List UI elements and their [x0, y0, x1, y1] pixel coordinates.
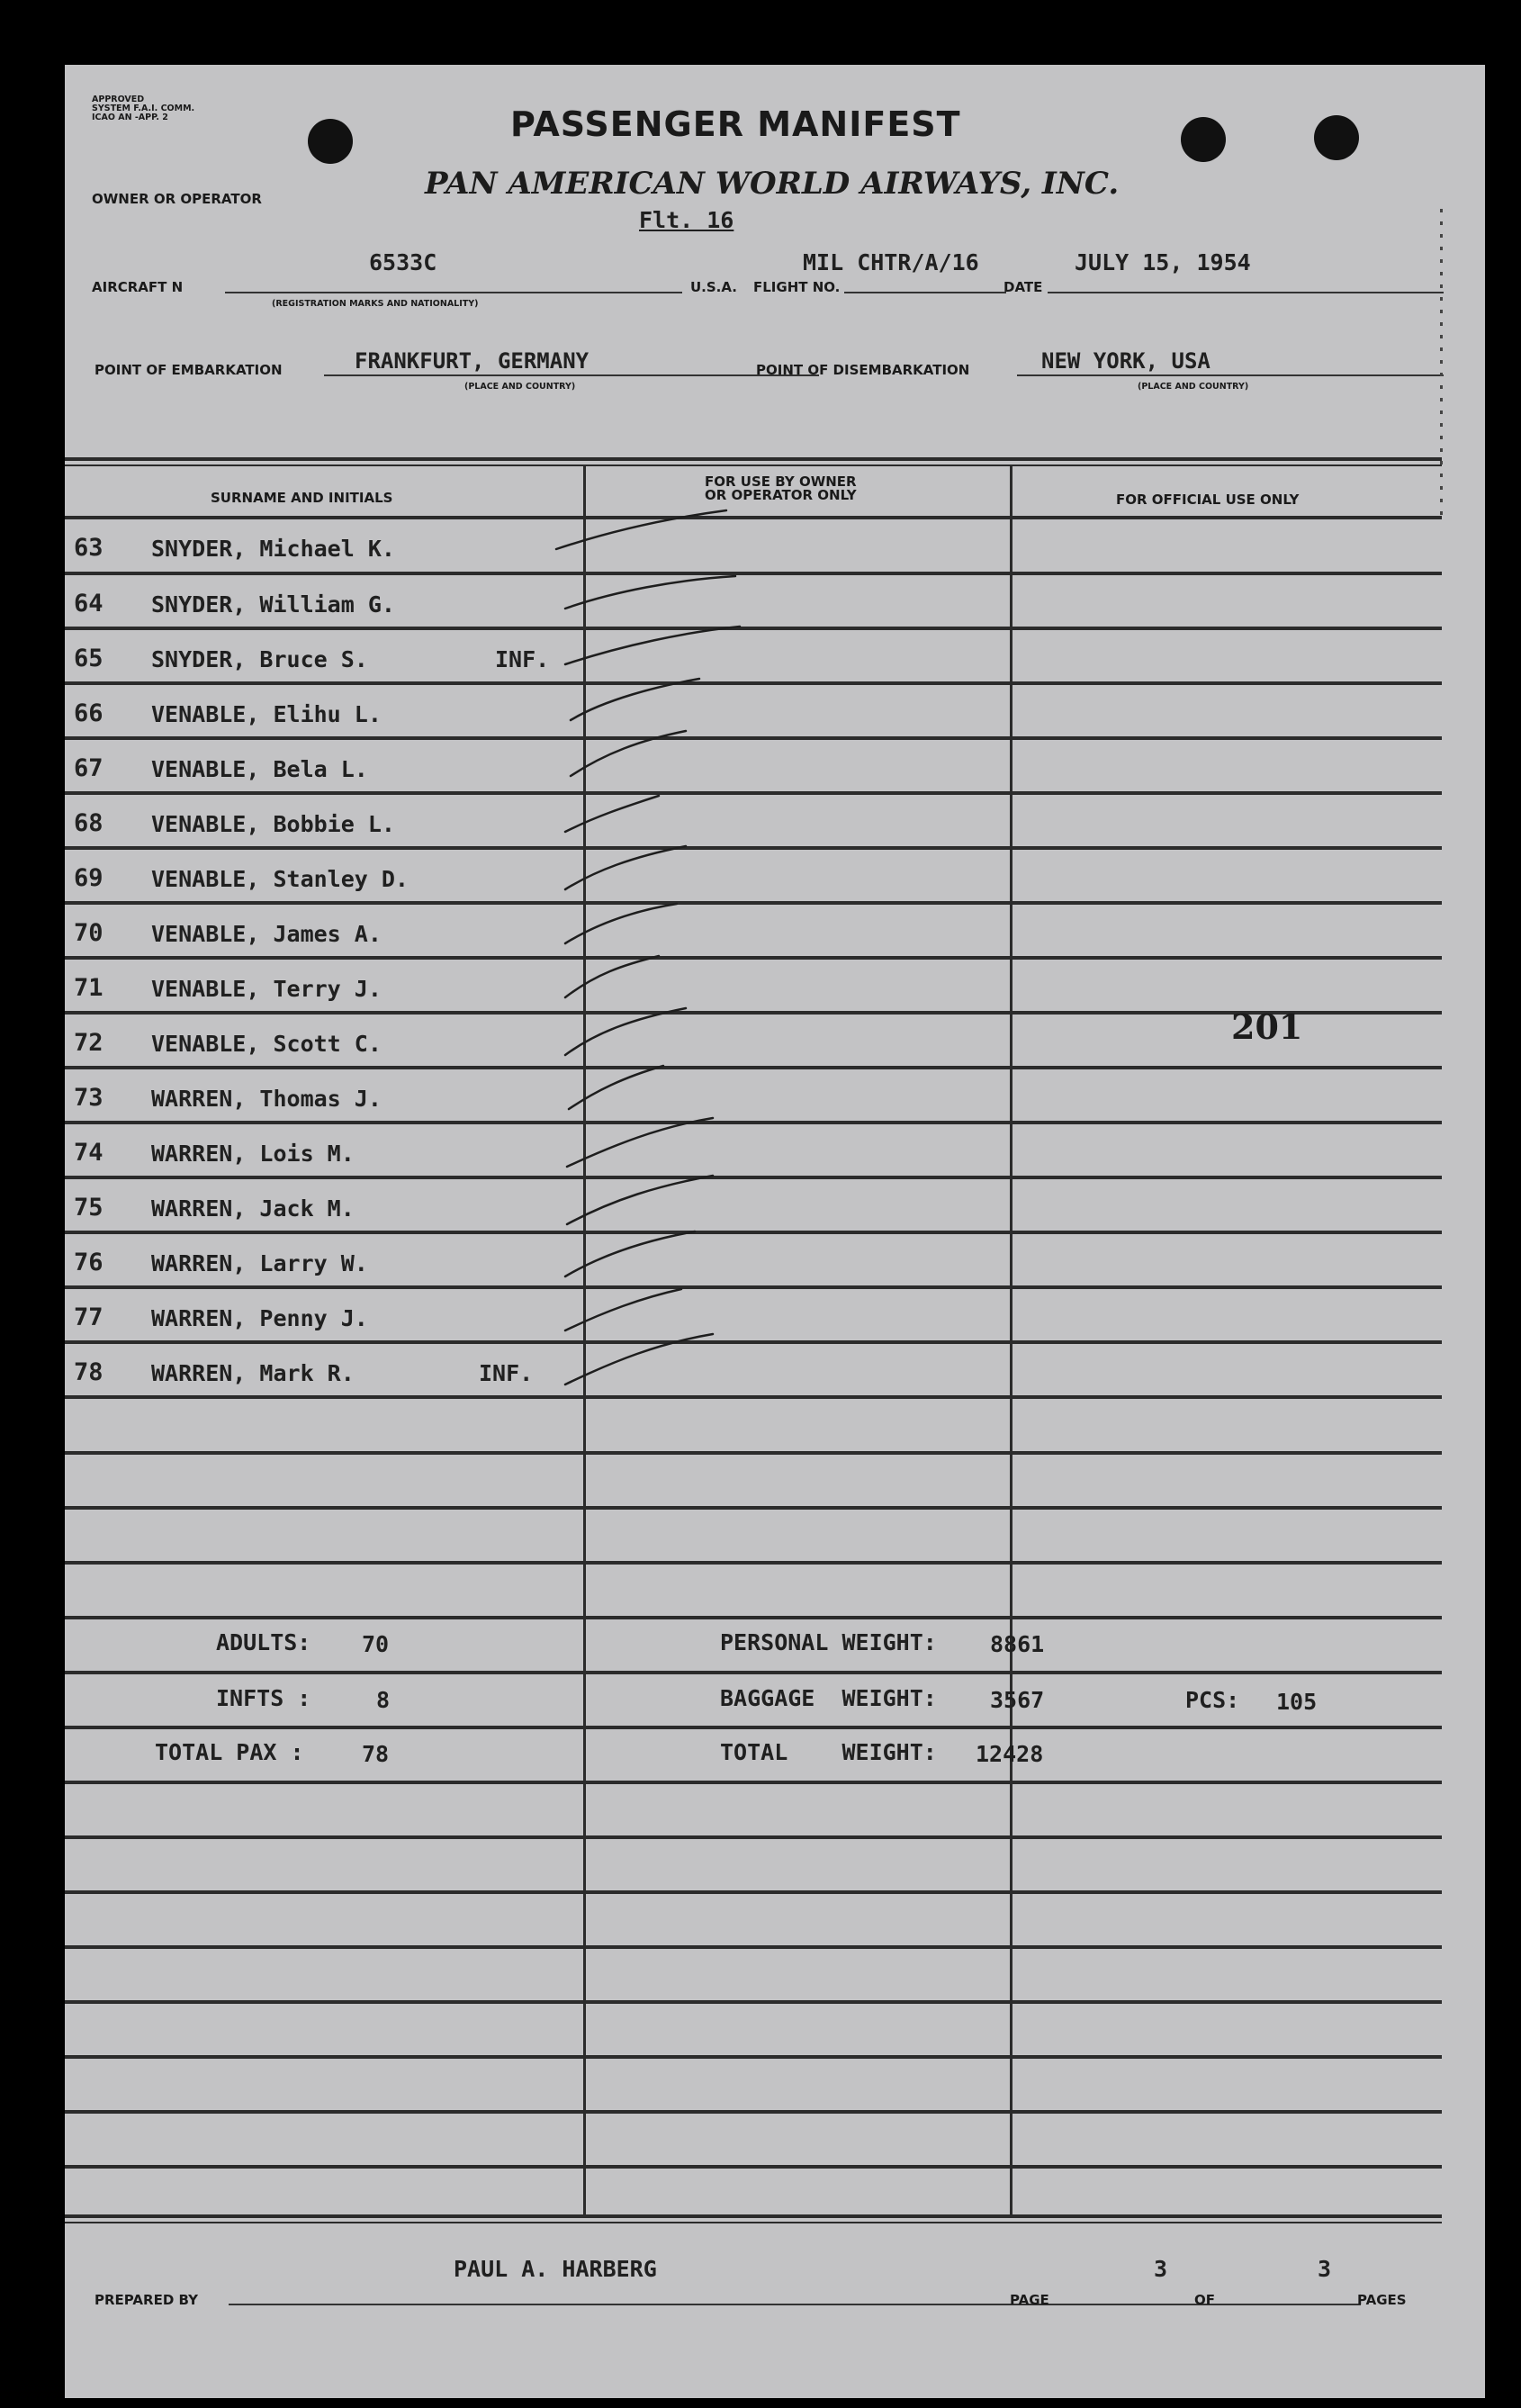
disembark-value: NEW YORK, USA [1041, 348, 1210, 374]
passenger-name: WARREN, Larry W. [151, 1250, 368, 1276]
row-number: 69 [74, 864, 104, 892]
baggage-weight-value: 3567 [990, 1687, 1045, 1713]
passenger-name: VENABLE, Bela L. [151, 756, 368, 782]
personal-weight-label: PERSONAL WEIGHT: [720, 1629, 937, 1655]
row-number: 76 [74, 1249, 104, 1276]
row-rule [65, 1835, 1442, 1839]
row-rule [65, 1890, 1442, 1894]
adults-value: 70 [362, 1631, 390, 1657]
row-number: 67 [74, 754, 104, 782]
aircraft-label: AIRCRAFT N [92, 279, 184, 295]
pcs-value: 105 [1276, 1689, 1318, 1715]
total-pax-value: 78 [362, 1741, 390, 1767]
approval-line: SYSTEM F.A.I. COMM. [92, 104, 195, 113]
date-label: DATE [1004, 279, 1043, 295]
row-number: 77 [74, 1303, 104, 1331]
row-number: 64 [74, 590, 104, 618]
pen-checkmarks [65, 65, 1485, 1505]
aircraft-value: 6533C [369, 249, 437, 275]
row-rule [65, 1945, 1442, 1949]
passenger-name: VENABLE, Stanley D. [151, 866, 409, 892]
of-value: 3 [1318, 2256, 1332, 2282]
passenger-note: INF. [495, 646, 550, 672]
flight-value: MIL CHTR/A/16 [803, 249, 979, 275]
disembark-label: POINT OF DISEMBARKATION [756, 362, 970, 378]
total-weight-value: 12428 [976, 1741, 1044, 1767]
passenger-name: VENABLE, Terry J. [151, 976, 382, 1002]
infants-label: INFTS : [216, 1685, 311, 1711]
operator-name: PAN AMERICAN WORLD AIRWAYS, INC. [425, 166, 1120, 202]
prepared-by-value: PAUL A. HARBERG [454, 2256, 657, 2282]
prepared-by-label: PREPARED BY [94, 2292, 198, 2308]
row-number: 78 [74, 1358, 104, 1386]
column-header-owner-line: OR OPERATOR ONLY [705, 487, 857, 503]
row-number: 63 [74, 534, 104, 562]
row-rule [65, 2000, 1442, 2004]
row-number: 65 [74, 645, 104, 672]
disembark-caption: (PLACE AND COUNTRY) [1138, 382, 1249, 392]
passenger-name: SNYDER, Michael K. [151, 536, 395, 562]
table-bottom-rule-thin [65, 2222, 1442, 2223]
page-label: PAGE [1010, 2292, 1049, 2308]
row-number: 66 [74, 699, 104, 727]
passenger-name: VENABLE, Bobbie L. [151, 811, 395, 837]
row-rule [65, 1506, 1442, 1510]
passenger-name: VENABLE, James A. [151, 921, 382, 947]
row-number: 71 [74, 974, 104, 1002]
approval-line: ICAO AN -APP. 2 [92, 113, 168, 122]
page-underline [1057, 2304, 1255, 2305]
passenger-name: VENABLE, Scott C. [151, 1031, 382, 1057]
column-header-names: SURNAME AND INITIALS [211, 490, 393, 506]
row-number: 68 [74, 809, 104, 837]
row-number: 70 [74, 919, 104, 947]
embark-caption: (PLACE AND COUNTRY) [464, 382, 576, 392]
total-weight-label: TOTAL WEIGHT: [720, 1739, 937, 1765]
of-label: OF [1194, 2292, 1215, 2308]
row-number: 74 [74, 1139, 104, 1167]
flight-short: Flt. 16 [639, 207, 734, 233]
row-rule [65, 2165, 1442, 2169]
date-value: JULY 15, 1954 [1075, 249, 1251, 275]
personal-weight-value: 8861 [990, 1631, 1045, 1657]
embark-label: POINT OF EMBARKATION [94, 362, 283, 378]
infants-value: 8 [376, 1687, 391, 1713]
row-rule [65, 2055, 1442, 2059]
table-bottom-rule [65, 2214, 1442, 2218]
row-rule [65, 1561, 1442, 1565]
embark-value: FRANKFURT, GERMANY [355, 348, 590, 374]
of-underline [1226, 2304, 1361, 2305]
row-rule [65, 1671, 1442, 1674]
row-number: 75 [74, 1194, 104, 1222]
passenger-name: WARREN, Penny J. [151, 1305, 368, 1331]
page-value: 3 [1154, 2256, 1168, 2282]
passenger-name: WARREN, Thomas J. [151, 1086, 382, 1112]
registration-caption: (REGISTRATION MARKS AND NATIONALITY) [272, 299, 479, 309]
prepared-by-underline [229, 2304, 1075, 2305]
row-number: 72 [74, 1029, 104, 1057]
flight-label: FLIGHT NO. [753, 279, 841, 295]
form-title: PASSENGER MANIFEST [510, 104, 961, 144]
pages-label: PAGES [1357, 2292, 1407, 2308]
row-rule [65, 1616, 1442, 1619]
official-stamp-number: 201 [1231, 1006, 1303, 1047]
usa-label: U.S.A. [690, 279, 737, 295]
adults-label: ADULTS: [216, 1629, 311, 1655]
edge-marks [1440, 209, 1443, 524]
passenger-name: SNYDER, William G. [151, 591, 395, 618]
row-rule [65, 2110, 1442, 2114]
passenger-note: INF. [479, 1360, 534, 1386]
owner-label: OWNER OR OPERATOR [92, 191, 262, 207]
approval-line: APPROVED [92, 95, 145, 104]
passenger-name: WARREN, Mark R. [151, 1360, 355, 1386]
pcs-label: PCS: [1185, 1687, 1240, 1713]
baggage-weight-label: BAGGAGE WEIGHT: [720, 1685, 937, 1711]
column-header-owner-line: FOR USE BY OWNER [705, 473, 857, 490]
passenger-name: WARREN, Jack M. [151, 1195, 355, 1222]
row-rule [65, 1781, 1442, 1784]
total-pax-label: TOTAL PAX : [155, 1739, 304, 1765]
column-header-official: FOR OFFICIAL USE ONLY [1116, 492, 1300, 508]
manifest-sheet [65, 65, 1485, 2398]
passenger-name: VENABLE, Elihu L. [151, 701, 382, 727]
passenger-name: SNYDER, Bruce S. [151, 646, 368, 672]
row-number: 73 [74, 1084, 104, 1112]
row-rule [65, 1726, 1442, 1729]
passenger-name: WARREN, Lois M. [151, 1141, 355, 1167]
